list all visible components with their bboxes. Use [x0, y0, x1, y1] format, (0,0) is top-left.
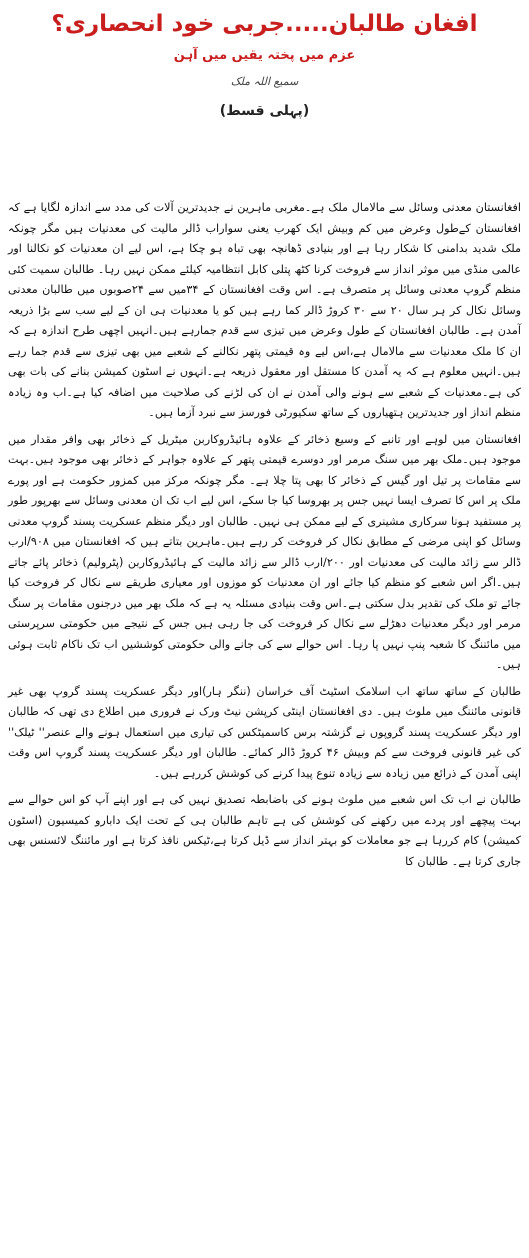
author-signature: سمیع اللہ ملک [230, 75, 299, 88]
paragraph: افغانستان میں لوہے اور تانبے کے وسیع ذخائر کے علاوہ ہائیڈروکاربن میٹریل کے ذخائر بھی وافر مقدار میں موجود ہیں۔ملک بھر میں سنگ مرمر اور دوسرے قیمتی پتھر کے علاوہ جواہر کے ذخائر بھی موجود ہیں۔بہت سے مقامات پر تیل اور گیس کے ذخائر کا بھی پتا چلا ہے۔ مگر چونکہ مرکز میں کمزور حکومت ہے اور پورے ملک پر اس کا تصرف ایسا نہیں جس پر بھروسا کیا جا سکے، اس لیے اب تک ان معدنی وسائل سے بھرپور طور پر مستفید ہونا سرکاری مشینری کے لیے ممکن ہی نہیں۔ طالبان اور دیگر منظم عسکریت پسند گروپ معدنی وسائل کو اپنی مرضی کے مطابق نکال کر فروخت کر رہے ہیں۔ماہرین بتاتے ہیں کہ افغانستان میں ۹۰۸/ارب ڈالر سے زائد مالیت کی معدنیات اور ۲۰۰/ارب ڈالر سے زائد مالیت کے ہائیڈروکاربن (پٹرولیم) ذخائر پائے جاتے ہیں۔اگر اس شعبے کو منظم کیا جائے اور ان معدنیات کو موزوں اور معیاری طریقے سے نکال کر فروخت کیا جائے تو ملک کی تقدیر بدل سکتی ہے۔اس وقت بنیادی مسئلہ یہ ہے کہ ملک بھر میں درجنوں مقامات پر سنگ مرمر اور دیگر معدنیات دھڑلے سے نکال کر فروخت کی جا رہی ہیں جس کے نتیجے میں حکومتی سرپرستی میں مائننگ کا شعبہ پنپ نہیں پا رہا۔ اس حوالے سے کی جانے والی حکومتی کوششیں اب تک ناکام ثابت ہوئی ہیں۔ [8, 432, 521, 671]
article-subtitle: عزم میں پختہ یقیں میں آہن [173, 48, 356, 63]
article-body [8, 198, 521, 878]
article-header [0, 0, 529, 122]
paragraph: افغانستان معدنی وسائل سے مالامال ملک ہے۔مغربی ماہرین نے جدیدترین آلات کی مدد سے اندازہ لگایا ہے کہ افغانستان کےطول وعرض میں کم وبیش ایک کھرب یعنی سواراب ڈالر مالیت کی معدنیات ہیں مگر چونکہ ملک شدید بدامنی کا شکار رہا ہے اور بنیادی ڈھانچہ بھی تباہ ہو چکا ہے، اس لیے ان معدنیات کو نکالنا اور عالمی منڈی میں موثر انداز سے فروخت کرنا کٹھ پتلی کابل انتظامیہ کیلئے ممکن نہیں رہا۔ طالبان سمیت کئی منظم گروپ معدنی وسائل پر متصرف ہے۔ اس وقت افغانستان کے ۳۴میں سے ۲۴صوبوں میں طالبان معدنی وسائل نکال کر ہر سال ۲۰ سے ۳۰ کروڑ ڈالر کما رہے ہیں کو یا معدنیات ہی ان کے لیے سب سے بڑا ذریعہ آمدن ہے۔ طالبان افغانستان کے طول وعرض میں تیزی سے قدم جمارہے ہیں۔انہیں اچھی طرح اندازہ ہے کہ ان کا ملک معدنیات سے مالامال ہے،اس لیے وہ قیمتی پتھر نکالنے کے شعبے میں بھی تیزی سے قدم جما رہے ہیں۔انہیں معلوم ہے کہ یہ آمدن کا مستقل اور معقول ذریعہ ہے۔انہوں نے اسٹون کمیشن بنانے کی بات بھی کی ہے۔معدنیات کے شعبے سے ہونے والی آمدن نے ان کی لڑنے کی صلاحیت میں اضافہ کیا ہے۔اب وہ زیادہ منظم انداز اور جدیدترین ہتھیاروں کے ساتھ سکیورٹی فورسز سے نبرد آزما ہیں۔ [8, 201, 521, 419]
part-label: (پہلی قسط) [219, 103, 310, 119]
paragraph: طالبان کے ساتھ ساتھ اب اسلامک اسٹیٹ آف خراسان (ننگر ہار)اور دیگر عسکریت پسند گروپ بھی غیر قانونی مائننگ میں ملوث ہیں۔ دی افغانستان اینٹی کرپشن نیٹ ورک نے فروری میں اطلاع دی تھی کہ طالبان اور دیگر عسکریت پسند گروپوں نے گزشتہ برس کاسمیٹکس کی تیاری میں استعمال ہونے والے عنصر'' ٹیلک'' کی غیر قانونی فروخت سے کم وبیش ۴۶ کروڑ ڈالر کمائے۔ طالبان اور دیگر عسکریت پسند گروپ اس وقت اپنی آمدن کے ذرائع میں زیادہ سے زیادہ تنوع پیدا کرنے کی کوشش کررہے ہیں۔ [8, 684, 522, 780]
article-title: افغان طالبان.....جربی خود انحصاری؟ [51, 11, 478, 37]
paragraph: طالبان نے اب تک اس شعبے میں ملوث ہونے کی باضابطہ تصدیق نہیں کی ہے اور اپنے آپ کو اس حوالے سے بہت پیچھے اور پردے میں رکھنے کی کوشش کی ہے تاہم طالبان ہی کے تحت ایک دابارو کمیسیون (اسٹون کمیشن) کام کررہا ہے جو معاملات کو بہتر انداز سے ڈیل کرتا ہے،ٹیکس نافذ کرتا ہے اور مائننگ لائسنس بھی جاری کرتا ہے۔ طالبان کا [8, 793, 521, 868]
